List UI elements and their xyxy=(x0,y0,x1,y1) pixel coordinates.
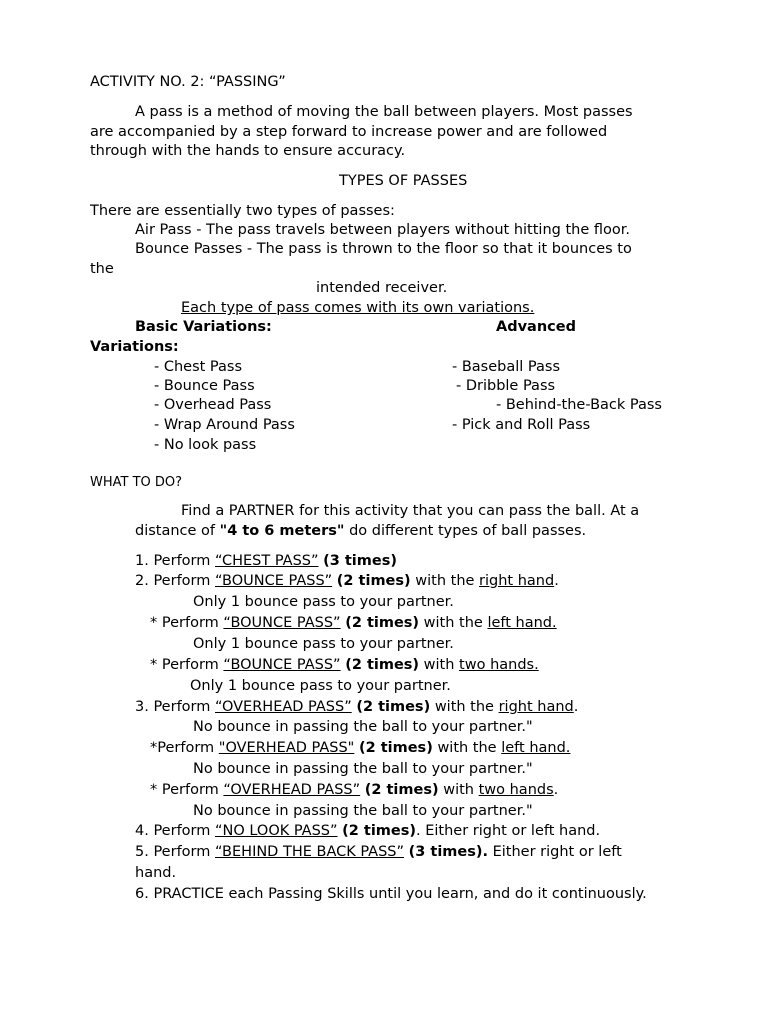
advanced-variations-heading-wrap: Variations: xyxy=(90,339,179,355)
step-2-two-hands: * Perform “BOUNCE PASS” (2 times) with two hands. xyxy=(150,657,539,673)
basic-variations-heading: Basic Variations: xyxy=(135,319,272,335)
what-to-do-heading: WHAT TO DO? xyxy=(90,475,183,490)
activity-title: ACTIVITY NO. 2: “PASSING” xyxy=(90,74,286,90)
step-3-two-hands: * Perform “OVERHEAD PASS” (2 times) with two hands. xyxy=(150,782,559,798)
intro-line-2: are accompanied by a step forward to increase power and are followed xyxy=(90,124,608,140)
step-2-left: * Perform “BOUNCE PASS” (2 times) with the left hand. xyxy=(150,615,557,631)
advanced-item: - Dribble Pass xyxy=(456,378,556,394)
step-2-left-note: Only 1 bounce pass to your partner. xyxy=(193,636,454,652)
intro-line-3: through with the hands to ensure accuracy. xyxy=(90,143,406,159)
step-3-left: *Perform "OVERHEAD PASS" (2 times) with the left hand. xyxy=(150,740,571,756)
advanced-item: - Baseball Pass xyxy=(452,359,560,375)
step-5-wrap: hand. xyxy=(135,865,177,881)
variations-note: Each type of pass comes with its own variations. xyxy=(181,300,535,316)
basic-item: - No look pass xyxy=(154,437,257,453)
find-partner-line-1: Find a PARTNER for this activity that you can pass the ball. At a xyxy=(181,503,640,519)
intro-line-1: A pass is a method of moving the ball between players. Most passes xyxy=(135,104,633,120)
types-intro: There are essentially two types of passes: xyxy=(90,203,395,219)
step-2-two-hands-note: Only 1 bounce pass to your partner. xyxy=(190,678,451,694)
advanced-variations-heading: Advanced xyxy=(496,319,576,335)
step-4: 4. Perform “NO LOOK PASS” (2 times). Either right or left hand. xyxy=(135,823,601,839)
advanced-item: - Pick and Roll Pass xyxy=(452,417,591,433)
basic-item: - Overhead Pass xyxy=(154,397,272,413)
step-1: 1. Perform “CHEST PASS” (3 times) xyxy=(135,553,397,569)
advanced-item: - Behind-the-Back Pass xyxy=(496,397,662,413)
step-2-note: Only 1 bounce pass to your partner. xyxy=(193,594,454,610)
air-pass-def: Air Pass - The pass travels between players without hitting the floor. xyxy=(135,222,630,238)
step-2: 2. Perform “BOUNCE PASS” (2 times) with the right hand. xyxy=(135,573,559,589)
step-3-note: No bounce in passing the ball to your partner." xyxy=(193,719,533,735)
basic-item: - Bounce Pass xyxy=(154,378,255,394)
step-3-left-note: No bounce in passing the ball to your partner." xyxy=(193,761,533,777)
bounce-pass-def-wrap: the xyxy=(90,261,114,277)
basic-item: - Chest Pass xyxy=(154,359,243,375)
types-heading: TYPES OF PASSES xyxy=(339,173,468,189)
step-6: 6. PRACTICE each Passing Skills until you learn, and do it continuously. xyxy=(135,886,647,902)
distance-value: "4 to 6 meters" xyxy=(219,523,345,539)
step-3: 3. Perform “OVERHEAD PASS” (2 times) with the right hand. xyxy=(135,699,579,715)
step-5: 5. Perform “BEHIND THE BACK PASS” (3 times). Either right or left xyxy=(135,844,622,860)
find-partner-line-2: distance of "4 to 6 meters" do different types of ball passes. xyxy=(135,523,587,539)
basic-item: - Wrap Around Pass xyxy=(154,417,295,433)
bounce-pass-def: Bounce Passes - The pass is thrown to the floor so that it bounces to xyxy=(135,241,632,257)
step-3-two-hands-note: No bounce in passing the ball to your partner." xyxy=(193,803,533,819)
bounce-pass-def-end: intended receiver. xyxy=(316,280,448,296)
